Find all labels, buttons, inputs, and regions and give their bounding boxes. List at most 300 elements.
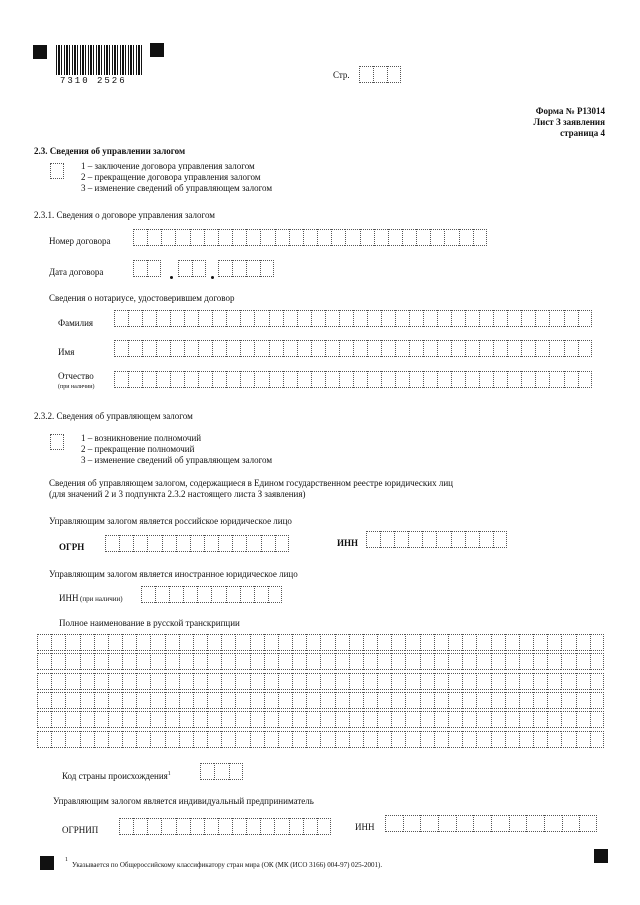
- input-cell[interactable]: [250, 634, 264, 651]
- input-cell[interactable]: [240, 310, 254, 327]
- input-cell[interactable]: [108, 634, 122, 651]
- input-cell[interactable]: [367, 340, 381, 357]
- input-cell[interactable]: [306, 673, 320, 690]
- input-cell[interactable]: [246, 229, 260, 246]
- input-cell[interactable]: [250, 711, 264, 728]
- input-cell[interactable]: [391, 692, 405, 709]
- full-name-row[interactable]: [37, 634, 604, 651]
- input-cell[interactable]: [122, 711, 136, 728]
- input-cell[interactable]: [142, 310, 156, 327]
- input-cell[interactable]: [250, 731, 264, 748]
- input-cell[interactable]: [423, 310, 437, 327]
- input-cell[interactable]: [408, 531, 422, 548]
- input-cell[interactable]: [509, 815, 527, 832]
- input-cell[interactable]: [226, 586, 240, 603]
- input-cell[interactable]: [349, 731, 363, 748]
- input-cell[interactable]: [590, 653, 604, 670]
- input-cell[interactable]: [297, 371, 311, 388]
- input-cell[interactable]: [141, 586, 155, 603]
- input-cell[interactable]: [395, 310, 409, 327]
- input-cell[interactable]: [150, 711, 164, 728]
- input-cell[interactable]: [519, 692, 533, 709]
- input-cell[interactable]: [562, 815, 580, 832]
- input-cell[interactable]: [260, 818, 274, 835]
- input-cell[interactable]: [80, 711, 94, 728]
- input-cell[interactable]: [561, 692, 575, 709]
- input-cell[interactable]: [292, 711, 306, 728]
- input-cell[interactable]: [292, 653, 306, 670]
- input-cell[interactable]: [561, 653, 575, 670]
- input-cell[interactable]: [207, 711, 221, 728]
- input-cell[interactable]: [155, 586, 169, 603]
- input-cell[interactable]: [165, 653, 179, 670]
- input-cell[interactable]: [519, 731, 533, 748]
- full-name-row[interactable]: [37, 653, 604, 670]
- input-cell[interactable]: [204, 229, 218, 246]
- input-cell[interactable]: [476, 653, 490, 670]
- input-cell[interactable]: [387, 66, 401, 83]
- input-cell[interactable]: [437, 340, 451, 357]
- input-cell[interactable]: [128, 371, 142, 388]
- input-cell[interactable]: [122, 731, 136, 748]
- input-cell[interactable]: [456, 815, 474, 832]
- input-cell[interactable]: [505, 731, 519, 748]
- input-cell[interactable]: [278, 634, 292, 651]
- input-cell[interactable]: [204, 818, 218, 835]
- input-cell[interactable]: [491, 711, 505, 728]
- input-cell[interactable]: [264, 692, 278, 709]
- input-cell[interactable]: [448, 711, 462, 728]
- input-cell[interactable]: [269, 340, 283, 357]
- input-cell[interactable]: [519, 711, 533, 728]
- input-cell[interactable]: [170, 310, 184, 327]
- input-cell[interactable]: [306, 634, 320, 651]
- input-cell[interactable]: [491, 692, 505, 709]
- input-cell[interactable]: [416, 229, 430, 246]
- input-cell[interactable]: [214, 763, 228, 780]
- input-cell[interactable]: [317, 229, 331, 246]
- input-cell[interactable]: [278, 711, 292, 728]
- input-cell[interactable]: [402, 229, 416, 246]
- input-cell[interactable]: [479, 531, 493, 548]
- inn-cells[interactable]: [366, 531, 507, 548]
- input-cell[interactable]: [292, 673, 306, 690]
- input-cell[interactable]: [377, 692, 391, 709]
- input-cell[interactable]: [142, 371, 156, 388]
- input-cell[interactable]: [549, 310, 563, 327]
- input-cell[interactable]: [235, 634, 249, 651]
- input-cell[interactable]: [349, 673, 363, 690]
- input-cell[interactable]: [278, 692, 292, 709]
- input-cell[interactable]: [221, 634, 235, 651]
- input-cell[interactable]: [438, 815, 456, 832]
- input-cell[interactable]: [462, 711, 476, 728]
- input-cell[interactable]: [420, 634, 434, 651]
- input-cell[interactable]: [37, 711, 51, 728]
- input-cell[interactable]: [420, 673, 434, 690]
- input-cell[interactable]: [218, 260, 232, 277]
- input-cell[interactable]: [306, 711, 320, 728]
- input-cell[interactable]: [448, 692, 462, 709]
- input-cell[interactable]: [395, 340, 409, 357]
- input-cell[interactable]: [260, 260, 274, 277]
- input-cell[interactable]: [303, 818, 317, 835]
- input-cell[interactable]: [306, 692, 320, 709]
- input-cell[interactable]: [576, 653, 590, 670]
- input-cell[interactable]: [51, 673, 65, 690]
- input-cell[interactable]: [142, 340, 156, 357]
- input-cell[interactable]: [325, 310, 339, 327]
- input-cell[interactable]: [303, 229, 317, 246]
- input-cell[interactable]: [505, 653, 519, 670]
- input-cell[interactable]: [377, 711, 391, 728]
- input-cell[interactable]: [409, 371, 423, 388]
- input-cell[interactable]: [493, 340, 507, 357]
- contract-date-day[interactable]: [133, 260, 161, 277]
- input-cell[interactable]: [136, 711, 150, 728]
- input-cell[interactable]: [391, 634, 405, 651]
- input-cell[interactable]: [65, 673, 79, 690]
- input-cell[interactable]: [363, 673, 377, 690]
- input-cell[interactable]: [235, 653, 249, 670]
- input-cell[interactable]: [212, 371, 226, 388]
- input-cell[interactable]: [381, 340, 395, 357]
- input-cell[interactable]: [363, 634, 377, 651]
- input-cell[interactable]: [363, 731, 377, 748]
- input-cell[interactable]: [409, 340, 423, 357]
- input-cell[interactable]: [50, 434, 64, 450]
- input-cell[interactable]: [190, 818, 204, 835]
- input-cell[interactable]: [192, 260, 206, 277]
- input-cell[interactable]: [521, 310, 535, 327]
- input-cell[interactable]: [278, 673, 292, 690]
- input-cell[interactable]: [459, 229, 473, 246]
- input-cell[interactable]: [578, 310, 592, 327]
- input-cell[interactable]: [451, 371, 465, 388]
- input-cell[interactable]: [170, 340, 184, 357]
- input-cell[interactable]: [193, 711, 207, 728]
- input-cell[interactable]: [211, 586, 225, 603]
- input-cell[interactable]: [65, 731, 79, 748]
- ogrn-cells[interactable]: [105, 535, 289, 552]
- input-cell[interactable]: [473, 229, 487, 246]
- input-cell[interactable]: [179, 711, 193, 728]
- input-cell[interactable]: [325, 340, 339, 357]
- input-cell[interactable]: [161, 818, 175, 835]
- input-cell[interactable]: [377, 731, 391, 748]
- input-cell[interactable]: [448, 634, 462, 651]
- input-cell[interactable]: [462, 731, 476, 748]
- input-cell[interactable]: [264, 711, 278, 728]
- input-cell[interactable]: [465, 531, 479, 548]
- input-cell[interactable]: [198, 340, 212, 357]
- input-cell[interactable]: [320, 653, 334, 670]
- input-cell[interactable]: [353, 371, 367, 388]
- input-cell[interactable]: [533, 653, 547, 670]
- input-cell[interactable]: [561, 634, 575, 651]
- input-cell[interactable]: [576, 634, 590, 651]
- input-cell[interactable]: [165, 673, 179, 690]
- input-cell[interactable]: [451, 310, 465, 327]
- input-cell[interactable]: [283, 371, 297, 388]
- input-cell[interactable]: [80, 731, 94, 748]
- input-cell[interactable]: [547, 692, 561, 709]
- input-cell[interactable]: [94, 653, 108, 670]
- input-cell[interactable]: [420, 692, 434, 709]
- input-cell[interactable]: [254, 586, 268, 603]
- input-cell[interactable]: [491, 634, 505, 651]
- input-cell[interactable]: [547, 731, 561, 748]
- input-cell[interactable]: [320, 673, 334, 690]
- input-cell[interactable]: [221, 673, 235, 690]
- contract-date-month[interactable]: [178, 260, 206, 277]
- input-cell[interactable]: [122, 673, 136, 690]
- input-cell[interactable]: [533, 731, 547, 748]
- input-cell[interactable]: [193, 653, 207, 670]
- input-cell[interactable]: [250, 692, 264, 709]
- input-cell[interactable]: [240, 371, 254, 388]
- input-cell[interactable]: [576, 711, 590, 728]
- input-cell[interactable]: [590, 634, 604, 651]
- input-cell[interactable]: [505, 692, 519, 709]
- input-cell[interactable]: [179, 731, 193, 748]
- contract-number-cells[interactable]: [133, 229, 487, 246]
- input-cell[interactable]: [476, 692, 490, 709]
- input-cell[interactable]: [335, 711, 349, 728]
- input-cell[interactable]: [349, 711, 363, 728]
- input-cell[interactable]: [430, 229, 444, 246]
- input-cell[interactable]: [363, 692, 377, 709]
- input-cell[interactable]: [218, 818, 232, 835]
- input-cell[interactable]: [175, 229, 189, 246]
- input-cell[interactable]: [491, 731, 505, 748]
- input-cell[interactable]: [434, 673, 448, 690]
- input-cell[interactable]: [133, 818, 147, 835]
- input-cell[interactable]: [521, 340, 535, 357]
- input-cell[interactable]: [204, 535, 218, 552]
- input-cell[interactable]: [533, 692, 547, 709]
- input-cell[interactable]: [80, 634, 94, 651]
- input-cell[interactable]: [218, 229, 232, 246]
- input-cell[interactable]: [179, 673, 193, 690]
- input-cell[interactable]: [367, 371, 381, 388]
- input-cell[interactable]: [133, 535, 147, 552]
- input-cell[interactable]: [122, 634, 136, 651]
- input-cell[interactable]: [335, 634, 349, 651]
- input-cell[interactable]: [564, 310, 578, 327]
- input-cell[interactable]: [388, 229, 402, 246]
- input-cell[interactable]: [359, 66, 373, 83]
- input-cell[interactable]: [535, 340, 549, 357]
- input-cell[interactable]: [377, 634, 391, 651]
- input-cell[interactable]: [221, 731, 235, 748]
- input-cell[interactable]: [105, 535, 119, 552]
- input-cell[interactable]: [590, 711, 604, 728]
- input-cell[interactable]: [254, 340, 268, 357]
- input-cell[interactable]: [547, 711, 561, 728]
- input-cell[interactable]: [176, 818, 190, 835]
- surname-cells[interactable]: [114, 310, 592, 327]
- input-cell[interactable]: [394, 531, 408, 548]
- input-cell[interactable]: [207, 653, 221, 670]
- input-cell[interactable]: [235, 711, 249, 728]
- input-cell[interactable]: [339, 340, 353, 357]
- input-cell[interactable]: [136, 673, 150, 690]
- input-cell[interactable]: [519, 673, 533, 690]
- input-cell[interactable]: [283, 310, 297, 327]
- input-cell[interactable]: [269, 371, 283, 388]
- input-cell[interactable]: [147, 535, 161, 552]
- input-cell[interactable]: [505, 711, 519, 728]
- input-cell[interactable]: [94, 731, 108, 748]
- input-cell[interactable]: [462, 653, 476, 670]
- input-cell[interactable]: [297, 310, 311, 327]
- input-cell[interactable]: [165, 634, 179, 651]
- input-cell[interactable]: [505, 634, 519, 651]
- input-cell[interactable]: [505, 673, 519, 690]
- input-cell[interactable]: [564, 371, 578, 388]
- input-cell[interactable]: [349, 653, 363, 670]
- input-cell[interactable]: [444, 229, 458, 246]
- input-cell[interactable]: [150, 634, 164, 651]
- input-cell[interactable]: [114, 340, 128, 357]
- input-cell[interactable]: [197, 586, 211, 603]
- input-cell[interactable]: [147, 818, 161, 835]
- input-cell[interactable]: [269, 310, 283, 327]
- input-cell[interactable]: [590, 692, 604, 709]
- input-cell[interactable]: [156, 371, 170, 388]
- input-cell[interactable]: [405, 731, 419, 748]
- input-cell[interactable]: [232, 818, 246, 835]
- input-cell[interactable]: [521, 371, 535, 388]
- input-cell[interactable]: [448, 673, 462, 690]
- full-name-grid[interactable]: [37, 633, 604, 749]
- input-cell[interactable]: [274, 818, 288, 835]
- input-cell[interactable]: [278, 653, 292, 670]
- input-cell[interactable]: [289, 229, 303, 246]
- input-cell[interactable]: [108, 673, 122, 690]
- input-cell[interactable]: [349, 692, 363, 709]
- input-cell[interactable]: [275, 535, 289, 552]
- input-cell[interactable]: [254, 310, 268, 327]
- input-cell[interactable]: [434, 692, 448, 709]
- input-cell[interactable]: [193, 673, 207, 690]
- input-cell[interactable]: [94, 634, 108, 651]
- input-cell[interactable]: [261, 535, 275, 552]
- input-cell[interactable]: [37, 634, 51, 651]
- input-cell[interactable]: [335, 692, 349, 709]
- input-cell[interactable]: [51, 634, 65, 651]
- input-cell[interactable]: [184, 371, 198, 388]
- input-cell[interactable]: [37, 653, 51, 670]
- input-cell[interactable]: [65, 711, 79, 728]
- input-cell[interactable]: [448, 653, 462, 670]
- input-cell[interactable]: [507, 310, 521, 327]
- input-cell[interactable]: [119, 535, 133, 552]
- input-cell[interactable]: [165, 711, 179, 728]
- input-cell[interactable]: [590, 673, 604, 690]
- input-cell[interactable]: [193, 731, 207, 748]
- input-cell[interactable]: [451, 340, 465, 357]
- input-cell[interactable]: [363, 653, 377, 670]
- input-cell[interactable]: [311, 340, 325, 357]
- input-cell[interactable]: [184, 340, 198, 357]
- input-cell[interactable]: [391, 653, 405, 670]
- input-cell[interactable]: [535, 310, 549, 327]
- input-cell[interactable]: [108, 731, 122, 748]
- input-cell[interactable]: [526, 815, 544, 832]
- input-cell[interactable]: [465, 371, 479, 388]
- input-cell[interactable]: [320, 731, 334, 748]
- input-cell[interactable]: [161, 229, 175, 246]
- input-cell[interactable]: [561, 711, 575, 728]
- input-cell[interactable]: [212, 310, 226, 327]
- input-cell[interactable]: [37, 731, 51, 748]
- input-cell[interactable]: [133, 260, 147, 277]
- country-code-cells[interactable]: [200, 763, 243, 780]
- input-cell[interactable]: [176, 535, 190, 552]
- input-cell[interactable]: [278, 731, 292, 748]
- input-cell[interactable]: [240, 340, 254, 357]
- input-cell[interactable]: [114, 371, 128, 388]
- input-cell[interactable]: [80, 692, 94, 709]
- input-cell[interactable]: [465, 340, 479, 357]
- input-cell[interactable]: [179, 692, 193, 709]
- input-cell[interactable]: [235, 731, 249, 748]
- input-cell[interactable]: [374, 229, 388, 246]
- input-cell[interactable]: [122, 653, 136, 670]
- input-cell[interactable]: [405, 653, 419, 670]
- input-cell[interactable]: [108, 711, 122, 728]
- input-cell[interactable]: [108, 692, 122, 709]
- input-cell[interactable]: [493, 531, 507, 548]
- input-cell[interactable]: [229, 763, 243, 780]
- input-cell[interactable]: [311, 371, 325, 388]
- input-cell[interactable]: [80, 673, 94, 690]
- input-cell[interactable]: [119, 818, 133, 835]
- input-cell[interactable]: [547, 653, 561, 670]
- input-cell[interactable]: [283, 340, 297, 357]
- input-cell[interactable]: [232, 260, 246, 277]
- input-cell[interactable]: [331, 229, 345, 246]
- input-cell[interactable]: [434, 634, 448, 651]
- input-cell[interactable]: [183, 586, 197, 603]
- input-cell[interactable]: [260, 229, 274, 246]
- input-cell[interactable]: [385, 815, 403, 832]
- input-cell[interactable]: [264, 673, 278, 690]
- input-cell[interactable]: [150, 692, 164, 709]
- input-cell[interactable]: [156, 340, 170, 357]
- input-cell[interactable]: [423, 340, 437, 357]
- input-cell[interactable]: [353, 310, 367, 327]
- input-cell[interactable]: [373, 66, 387, 83]
- input-cell[interactable]: [405, 634, 419, 651]
- input-cell[interactable]: [254, 371, 268, 388]
- input-cell[interactable]: [150, 731, 164, 748]
- ip-inn-cells[interactable]: [385, 815, 597, 832]
- input-cell[interactable]: [292, 731, 306, 748]
- input-cell[interactable]: [136, 653, 150, 670]
- full-name-row[interactable]: [37, 692, 604, 709]
- input-cell[interactable]: [198, 310, 212, 327]
- input-cell[interactable]: [133, 229, 147, 246]
- input-cell[interactable]: [339, 371, 353, 388]
- input-cell[interactable]: [561, 673, 575, 690]
- input-cell[interactable]: [473, 815, 491, 832]
- input-cell[interactable]: [549, 371, 563, 388]
- input-cell[interactable]: [381, 310, 395, 327]
- input-cell[interactable]: [150, 673, 164, 690]
